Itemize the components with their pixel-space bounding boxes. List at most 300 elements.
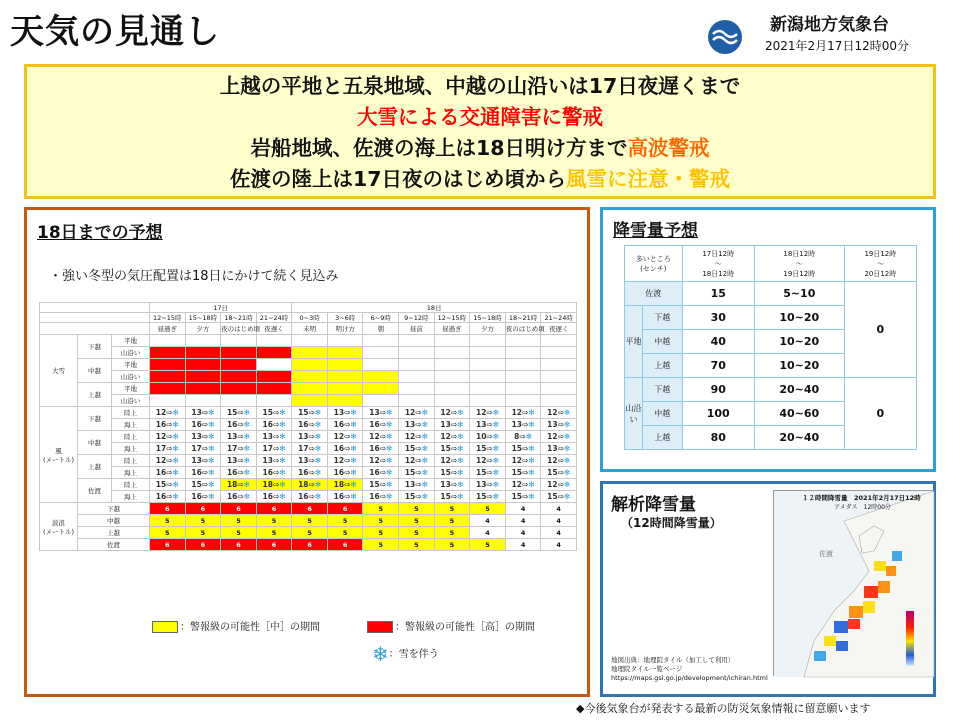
- snow-cell: [399, 371, 435, 383]
- sub-label: 平地: [112, 359, 150, 371]
- sub-label: 陸上: [112, 431, 150, 443]
- snowflake-icon: ✻: [385, 444, 393, 453]
- wave-cell: 5: [399, 503, 435, 515]
- snowflake-icon: ✻: [172, 456, 179, 465]
- period-header: 昼過ぎ: [434, 323, 470, 335]
- snowflake-icon: ✻: [172, 444, 179, 453]
- snow-val: 10~20: [754, 354, 844, 378]
- wind-cell: 10⇨✻: [470, 431, 506, 443]
- sub-label: 海上: [112, 419, 150, 431]
- arrow-icon: ⇨: [272, 468, 280, 477]
- snowflake-icon: ✻: [314, 492, 322, 501]
- time-header: 3~6時: [327, 313, 363, 323]
- snow-cell: [541, 395, 577, 407]
- snowflake-icon: ✻: [492, 420, 500, 429]
- wave-cell: 5: [470, 503, 506, 515]
- group-label: 大雪: [40, 335, 78, 407]
- arrow-icon: ⇨: [166, 444, 173, 453]
- snowflake-icon: ✻: [243, 456, 250, 465]
- period-header: 昼前: [399, 323, 435, 335]
- arrow-icon: ⇨: [415, 432, 422, 441]
- legend-mid: ：警報級の可能性［中］の期間: [152, 618, 320, 633]
- snowflake-icon: ✻: [385, 456, 393, 465]
- wind-cell: 16⇨✻: [363, 491, 399, 503]
- arrow-icon: ⇨: [486, 480, 493, 489]
- arrow-icon: ⇨: [237, 492, 244, 501]
- time-header: 18~21時: [221, 313, 257, 323]
- snow-val: 70: [682, 354, 754, 378]
- sub-label: 陸上: [112, 407, 150, 419]
- wind-cell: 13⇨✻: [292, 431, 328, 443]
- wind-cell: 17⇨✻: [292, 443, 328, 455]
- snow-cell: [292, 347, 328, 359]
- wind-cell: 13⇨✻: [363, 407, 399, 419]
- snow-cell: [221, 359, 257, 371]
- wind-cell: 15⇨✻: [434, 443, 470, 455]
- snowflake-icon: ✻: [279, 468, 286, 477]
- arrow-icon: ⇨: [486, 420, 493, 429]
- wind-cell: 16⇨✻: [327, 443, 363, 455]
- snow-region: 上越: [643, 354, 683, 378]
- wave-cell: 4: [505, 539, 541, 551]
- snowflake-icon: ✻: [563, 468, 571, 477]
- arrow-icon: ⇨: [344, 492, 351, 501]
- arrow-icon: ⇨: [272, 420, 280, 429]
- snow-cell: [256, 335, 292, 347]
- wave-cell: 6: [256, 503, 292, 515]
- arrow-icon: ⇨: [557, 456, 564, 465]
- snowfall-table: [624, 245, 917, 450]
- snow-region: 中越: [643, 402, 683, 426]
- snowflake-icon: ✻: [314, 432, 322, 441]
- snow-cell: [150, 359, 186, 371]
- snow-cell: [470, 335, 506, 347]
- region-label: 中越: [78, 515, 150, 527]
- snowflake-icon: ✻: [492, 480, 500, 489]
- forecast-title: 18日までの予想: [37, 223, 163, 243]
- region-label: 下越: [78, 503, 150, 515]
- snowflake-icon: ✻: [279, 492, 286, 501]
- snowflake-icon: ✻: [563, 456, 571, 465]
- snowflake-icon: ✻: [528, 492, 535, 501]
- sub-label: 海上: [112, 467, 150, 479]
- arrow-icon: ⇨: [450, 444, 458, 453]
- snowflake-icon: ✻: [208, 456, 215, 465]
- snowflake-icon: ✻: [243, 444, 250, 453]
- arrow-icon: ⇨: [415, 444, 422, 453]
- snow-cell: [363, 383, 399, 395]
- office-name: 新潟地方気象台: [770, 15, 889, 35]
- wave-cell: 4: [541, 527, 577, 539]
- wind-cell: 12⇨✻: [434, 431, 470, 443]
- snowflake-icon: ✻: [279, 420, 286, 429]
- snow-cell: [221, 371, 257, 383]
- time-header: 0~3時: [292, 313, 328, 323]
- snowflake-icon: ✻: [172, 408, 179, 417]
- snow-cell: [470, 347, 506, 359]
- snowflake-icon: ✻: [563, 444, 571, 453]
- wind-cell: 13⇨✻: [399, 419, 435, 431]
- legend-red-swatch: [367, 621, 393, 633]
- arrow-icon: ⇨: [379, 420, 386, 429]
- snow-cell: [363, 395, 399, 407]
- arrow-icon: ⇨: [486, 408, 493, 417]
- wave-cell: 5: [150, 527, 186, 539]
- arrow-icon: ⇨: [557, 444, 564, 453]
- wind-cell: 13⇨✻: [399, 479, 435, 491]
- snowflake-icon: ✻: [350, 492, 357, 501]
- snowflake-icon: ✻: [457, 468, 464, 477]
- wind-cell: 12⇨✻: [327, 455, 363, 467]
- arrow-icon: ⇨: [450, 432, 458, 441]
- snow-hdr-0: 多いところ (センチ): [625, 246, 683, 282]
- snow-cell: [399, 395, 435, 407]
- period-header: 夜のはじめ頃: [221, 323, 257, 335]
- arrow-icon: ⇨: [379, 492, 386, 501]
- wind-cell: 18⇨✻: [327, 479, 363, 491]
- region-label: 上越: [78, 527, 150, 539]
- wind-cell: 16⇨✻: [363, 443, 399, 455]
- wave-cell: 5: [363, 515, 399, 527]
- arrow-icon: ⇨: [557, 468, 564, 477]
- snow-cell: [505, 395, 541, 407]
- wind-cell: 12⇨✻: [399, 455, 435, 467]
- arrow-icon: ⇨: [272, 408, 280, 417]
- snowflake-icon: ✻: [528, 444, 535, 453]
- snowflake-icon: ✻: [350, 420, 357, 429]
- snowflake-icon: ✻: [563, 408, 571, 417]
- wave-cell: 5: [399, 539, 435, 551]
- snow-region: 中越: [643, 330, 683, 354]
- snowflake-icon: ✻: [314, 480, 322, 489]
- wind-cell: 15⇨✻: [292, 407, 328, 419]
- time-header: 21~24時: [541, 313, 577, 323]
- analysis-panel: [600, 481, 936, 697]
- period-header: 朝: [363, 323, 399, 335]
- analysis-title: 解析降雪量: [611, 495, 696, 515]
- snow-cell: [150, 371, 186, 383]
- snowflake-icon: ✻: [457, 432, 464, 441]
- wind-cell: 15⇨✻: [399, 491, 435, 503]
- snow-sado-v2: 5~10: [754, 282, 844, 306]
- arrow-icon: ⇨: [344, 468, 351, 477]
- arrow-icon: ⇨: [166, 420, 173, 429]
- wave-cell: 5: [363, 539, 399, 551]
- wind-cell: 15⇨✻: [256, 407, 292, 419]
- sub-label: 海上: [112, 491, 150, 503]
- snowflake-icon: ✻: [528, 480, 535, 489]
- wind-cell: 13⇨✻: [470, 479, 506, 491]
- day-header: 17日: [150, 303, 292, 313]
- snow-region: 下越: [643, 306, 683, 330]
- snowflake-icon: ✻: [314, 408, 322, 417]
- analysis-subtitle: （12時間降雪量）: [621, 516, 722, 530]
- arrow-icon: ⇨: [308, 480, 315, 489]
- arrow-icon: ⇨: [379, 468, 386, 477]
- snowfall-panel: [600, 207, 936, 472]
- snowflake-icon: ✻: [243, 468, 250, 477]
- snowflake-icon: ✻: [385, 492, 393, 501]
- wave-cell: 5: [150, 515, 186, 527]
- arrow-icon: ⇨: [308, 420, 315, 429]
- snowflake-icon: ✻: [350, 432, 357, 441]
- snowflake-icon: ✻: [314, 456, 322, 465]
- time-header: 15~18時: [470, 313, 506, 323]
- arrow-icon: ⇨: [308, 444, 315, 453]
- wave-cell: 6: [185, 503, 221, 515]
- snowflake-icon: ✻: [279, 444, 286, 453]
- snowflake-icon: ✻: [421, 456, 428, 465]
- snowflake-icon: ✻: [385, 480, 393, 489]
- snowflake-icon: ✻: [279, 432, 286, 441]
- snow-val: 100: [682, 402, 754, 426]
- arrow-icon: ⇨: [272, 432, 280, 441]
- arrow-icon: ⇨: [522, 408, 529, 417]
- snowflake-icon: ✻: [243, 492, 250, 501]
- snow-cell: [292, 383, 328, 395]
- snow-cell: [434, 347, 470, 359]
- snowflake-icon: ✻: [421, 492, 428, 501]
- issue-date: 2021年2月17日12時00分: [765, 39, 909, 53]
- headline-line2: 大雪による交通障害に警戒: [357, 105, 603, 129]
- snowflake-icon: ✻: [457, 408, 464, 417]
- snowflake-icon: ✻: [528, 468, 535, 477]
- wind-cell: 18⇨✻: [256, 479, 292, 491]
- snowflake-icon: ✻: [492, 468, 500, 477]
- snowflake-icon: ✻: [350, 468, 357, 477]
- period-header: 夜遅く: [256, 323, 292, 335]
- arrow-icon: ⇨: [166, 456, 173, 465]
- wave-cell: 5: [434, 503, 470, 515]
- wave-cell: 4: [505, 527, 541, 539]
- snowflake-icon: ✻: [421, 480, 428, 489]
- arrow-icon: ⇨: [237, 432, 244, 441]
- snowflake-icon: ✻: [457, 492, 464, 501]
- wind-cell: 16⇨✻: [327, 467, 363, 479]
- snowflake-icon: ✻: [421, 468, 428, 477]
- snowflake-icon: ✻: [492, 408, 500, 417]
- snowflake-icon: ✻: [172, 480, 179, 489]
- snowflake-icon: ✻: [208, 408, 215, 417]
- time-header: 21~24時: [256, 313, 292, 323]
- wind-cell: 8⇨✻: [505, 431, 541, 443]
- wind-cell: 15⇨✻: [541, 467, 577, 479]
- sub-label: 海上: [112, 443, 150, 455]
- time-header: 12~15時: [434, 313, 470, 323]
- arrow-icon: ⇨: [450, 408, 458, 417]
- snowflake-icon: ✻: [563, 492, 571, 501]
- sub-label: 平地: [112, 383, 150, 395]
- snow-cell: [327, 335, 363, 347]
- snowflake-icon: ✻: [314, 468, 322, 477]
- snow-val: 90: [682, 378, 754, 402]
- wind-cell: 15⇨✻: [399, 443, 435, 455]
- wind-cell: 12⇨✻: [150, 455, 186, 467]
- arrow-icon: ⇨: [522, 480, 529, 489]
- forecast-table: [39, 302, 577, 551]
- arrow-icon: ⇨: [237, 480, 244, 489]
- snow-mount-label: 山沿い: [625, 378, 643, 450]
- snowflake-icon: ✻: [563, 432, 571, 441]
- snowflake-icon: ✻: [385, 432, 393, 441]
- wave-cell: 5: [470, 539, 506, 551]
- snowflake-icon: ✻: [208, 432, 215, 441]
- snow-hdr-1: 17日12時 ～ 18日12時: [682, 246, 754, 282]
- period-header: 昼過ぎ: [150, 323, 186, 335]
- arrow-icon: ⇨: [450, 468, 458, 477]
- snowflake-icon: ✻: [279, 456, 286, 465]
- arrow-icon: ⇨: [237, 468, 244, 477]
- arrow-icon: ⇨: [308, 468, 315, 477]
- time-header: 18~21時: [505, 313, 541, 323]
- arrow-icon: ⇨: [379, 444, 386, 453]
- snow-cell: [399, 347, 435, 359]
- snow-cell: [399, 383, 435, 395]
- arrow-icon: ⇨: [519, 432, 526, 441]
- arrow-icon: ⇨: [450, 492, 458, 501]
- wind-cell: 13⇨✻: [185, 455, 221, 467]
- arrow-icon: ⇨: [201, 468, 209, 477]
- wave-cell: 5: [185, 527, 221, 539]
- page-title: 天気の見通し: [10, 12, 220, 52]
- snow-cell: [150, 335, 186, 347]
- wave-cell: 4: [470, 515, 506, 527]
- snowflake-icon: ✻: [525, 432, 532, 441]
- period-header: 未明: [292, 323, 328, 335]
- wind-cell: 16⇨✻: [221, 419, 257, 431]
- arrow-icon: ⇨: [166, 468, 173, 477]
- arrow-icon: ⇨: [308, 492, 315, 501]
- snow-cell: [470, 395, 506, 407]
- wind-cell: 12⇨✻: [363, 431, 399, 443]
- wind-cell: 12⇨✻: [434, 407, 470, 419]
- snowflake-icon: ✻: [243, 408, 250, 417]
- arrow-icon: ⇨: [308, 408, 315, 417]
- arrow-icon: ⇨: [344, 480, 351, 489]
- time-header: 15~18時: [185, 313, 221, 323]
- jma-logo-icon: [707, 19, 743, 55]
- day-header: 18日: [292, 303, 577, 313]
- wave-cell: 6: [185, 539, 221, 551]
- wave-cell: 5: [185, 515, 221, 527]
- wind-cell: 13⇨✻: [327, 407, 363, 419]
- snow-cell: [185, 371, 221, 383]
- wind-cell: 15⇨✻: [150, 479, 186, 491]
- snowflake-icon: ✻: [385, 420, 393, 429]
- snow-sado-label: 佐渡: [625, 282, 683, 306]
- snow-cell: [505, 335, 541, 347]
- arrow-icon: ⇨: [415, 468, 422, 477]
- period-header: 明け方: [327, 323, 363, 335]
- snowflake-icon: ✻: [314, 444, 322, 453]
- snowflake-icon: ✻: [385, 408, 393, 417]
- snowflake-icon: ✻: [314, 420, 322, 429]
- snow-cell: [292, 395, 328, 407]
- snow-cell: [363, 335, 399, 347]
- arrow-icon: ⇨: [344, 420, 351, 429]
- wind-cell: 13⇨✻: [185, 431, 221, 443]
- wave-cell: 5: [256, 515, 292, 527]
- snowflake-icon: ✻: [243, 420, 250, 429]
- legend-high: ：警報級の可能性［高］の期間: [367, 618, 535, 633]
- headline-box: [24, 64, 936, 199]
- arrow-icon: ⇨: [272, 492, 280, 501]
- snowflake-icon: ✻: [350, 480, 357, 489]
- snow-cell: [470, 383, 506, 395]
- snow-cell: [541, 383, 577, 395]
- period-header: 夕方: [185, 323, 221, 335]
- period-header: 夕方: [470, 323, 506, 335]
- arrow-icon: ⇨: [166, 408, 173, 417]
- snow-cell: [327, 371, 363, 383]
- snow-cell: [541, 335, 577, 347]
- wind-cell: 15⇨✻: [434, 467, 470, 479]
- snowflake-icon: ✻: [528, 408, 535, 417]
- wind-cell: 13⇨✻: [221, 431, 257, 443]
- arrow-icon: ⇨: [415, 492, 422, 501]
- snowflake-icon: ✻: [528, 420, 535, 429]
- wind-cell: 12⇨✻: [541, 431, 577, 443]
- snow-cell: [221, 383, 257, 395]
- wind-cell: 15⇨✻: [470, 443, 506, 455]
- wind-cell: 16⇨✻: [292, 467, 328, 479]
- wave-cell: 4: [505, 503, 541, 515]
- wind-cell: 16⇨✻: [292, 419, 328, 431]
- snowflake-icon: ✻: [350, 408, 357, 417]
- snowflake-icon: ✻: [457, 480, 464, 489]
- snow-cell: [505, 347, 541, 359]
- wind-cell: 16⇨✻: [292, 491, 328, 503]
- arrow-icon: ⇨: [308, 432, 315, 441]
- arrow-icon: ⇨: [486, 456, 493, 465]
- arrow-icon: ⇨: [237, 420, 244, 429]
- snowflake-icon: ✻: [457, 420, 464, 429]
- snowflake-icon: ✻: [172, 432, 179, 441]
- wave-cell: 4: [541, 539, 577, 551]
- headline-line4: 佐渡の陸上は17日夜のはじめ頃から風雪に注意・警戒: [229, 167, 731, 191]
- wind-cell: 16⇨✻: [363, 419, 399, 431]
- arrow-icon: ⇨: [201, 480, 209, 489]
- wave-cell: 6: [150, 503, 186, 515]
- wave-cell: 6: [327, 503, 363, 515]
- snow-val: 80: [682, 426, 754, 450]
- arrow-icon: ⇨: [272, 456, 280, 465]
- arrow-icon: ⇨: [272, 444, 280, 453]
- wind-cell: 16⇨✻: [256, 467, 292, 479]
- wind-cell: 13⇨✻: [434, 479, 470, 491]
- snow-sado-v1: 15: [682, 282, 754, 306]
- snowflake-icon: ✻: [563, 480, 571, 489]
- snow-cell: [399, 335, 435, 347]
- snow-cell: [434, 383, 470, 395]
- snow-cell: [399, 359, 435, 371]
- wind-cell: 15⇨✻: [399, 467, 435, 479]
- sub-label: 山沿い: [112, 371, 150, 383]
- wave-cell: 5: [292, 515, 328, 527]
- snow-cell: [470, 359, 506, 371]
- snow-val: 20~40: [754, 426, 844, 450]
- wave-cell: 6: [292, 539, 328, 551]
- snow-cell: [363, 359, 399, 371]
- snowflake-icon: ✻: [457, 456, 464, 465]
- snow-cell: [292, 359, 328, 371]
- snowfall-title: 降雪量予想: [613, 221, 698, 241]
- snow-cell: [292, 335, 328, 347]
- snowflake-icon: ✻: [350, 444, 357, 453]
- snowflake-icon: ✻: [421, 420, 428, 429]
- snowflake-icon: ✻: [279, 408, 286, 417]
- arrow-icon: ⇨: [415, 456, 422, 465]
